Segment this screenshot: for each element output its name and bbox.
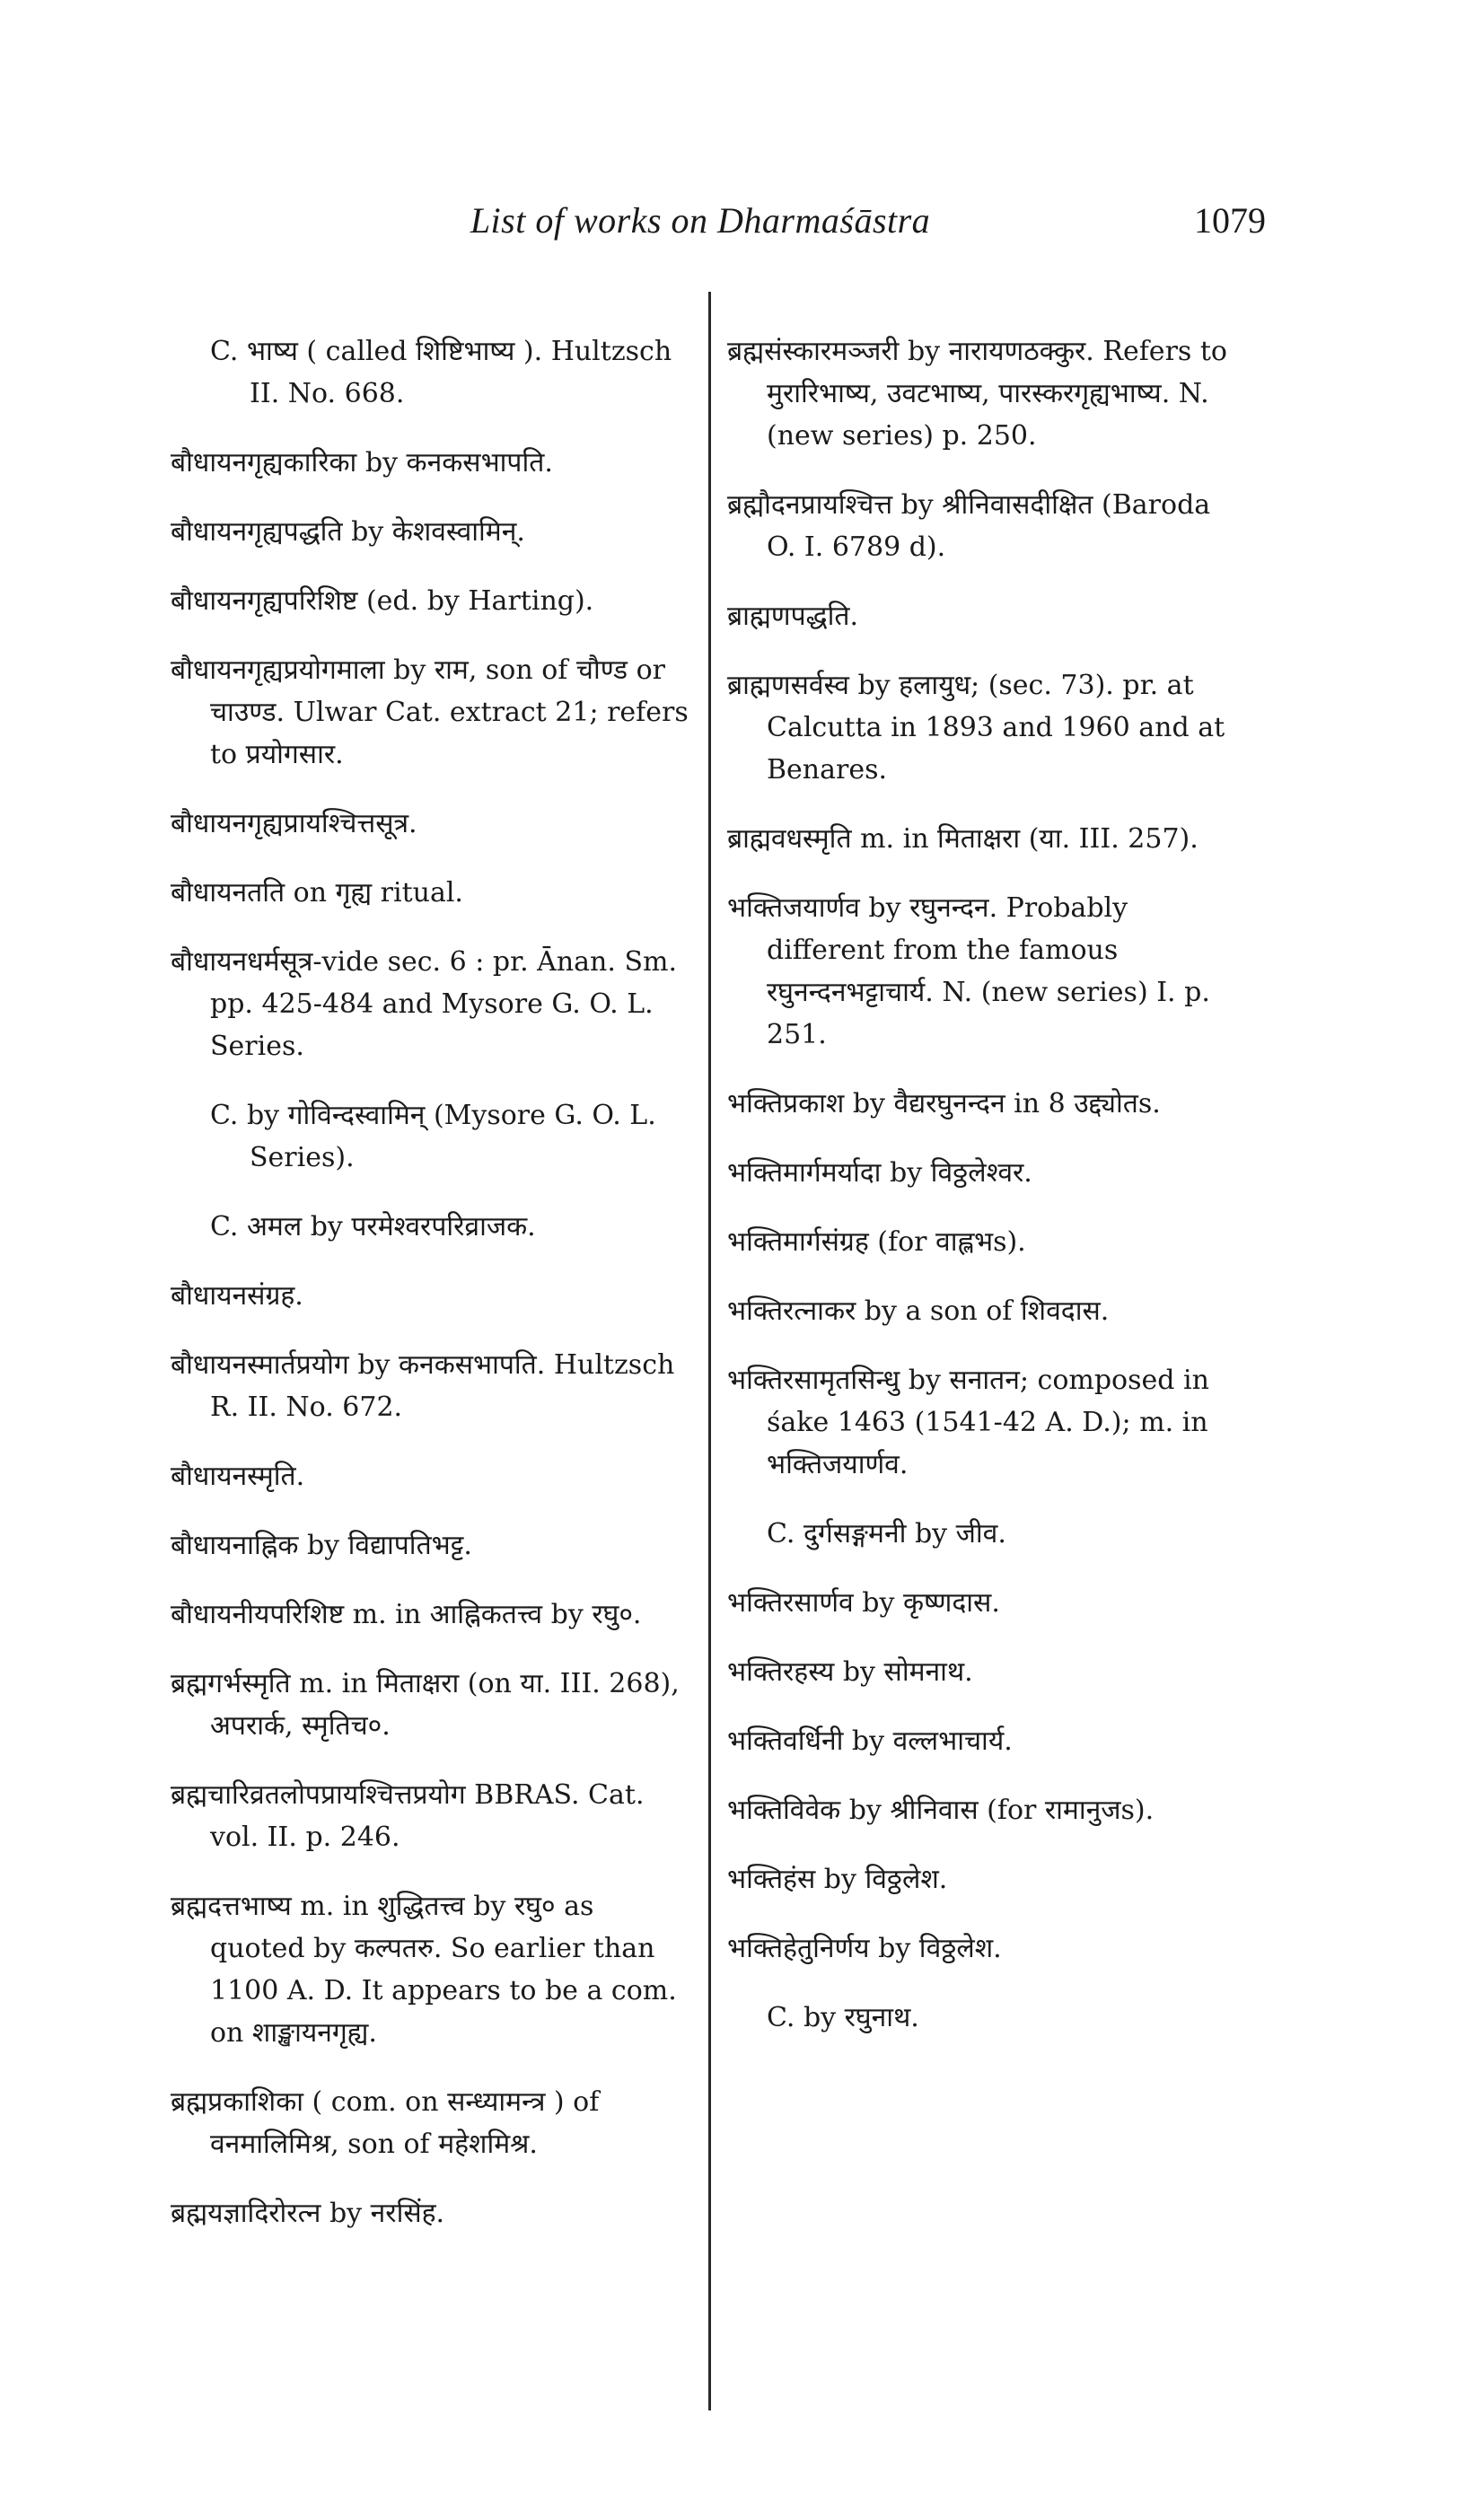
- entry: ब्रह्मगर्भस्मृति m. in मिताक्षरा (on या. III. 268), अपरार्क, स्मृतिच०.: [171, 1668, 680, 1742]
- entry: C. अमल by परमेश्वरपरिव्राजक.: [210, 1211, 536, 1242]
- entry: भक्तिमार्गमर्यादा by विठ्ठलेश्वर.: [727, 1157, 1032, 1189]
- right-column: [727, 303, 1248, 2046]
- entry: C. by रघुनाथ.: [767, 2002, 919, 2033]
- entry: C. भाष्य ( called शिष्टिभाष्य ). Hultzsch II. No. 668.: [210, 336, 672, 409]
- entry: बौधायनगृह्यप्रायश्चित्तसूत्र.: [171, 808, 417, 839]
- entry: भक्तिप्रकाश by वैद्यरघुनन्दन in 8 उद्द्योतs.: [727, 1088, 1161, 1119]
- entry: ब्रह्मसंस्कारमञ्जरी by नारायणठक्कुर. Refers to मुरारिभाष्य, उवटभाष्य, पारस्करगृह्यभाष्य. N. (new series) p. 250.: [727, 336, 1227, 452]
- entry: भक्तिमार्गसंग्रह (for वाह्लभs).: [727, 1226, 1026, 1258]
- entry: बौधायनस्मृति.: [171, 1461, 305, 1492]
- entry: भक्तिरसार्णव by कृष्णदास.: [727, 1587, 1000, 1619]
- entry: भक्तिरत्नाकर by a son of शिवदास.: [727, 1295, 1110, 1327]
- entry: भक्तिरसामृतसिन्धु by सनातन; composed in śake 1463 (1541-42 A. D.); m. in भक्तिजयार्णव.: [727, 1365, 1209, 1480]
- entry: बौधायनीयपरिशिष्ट m. in आह्निकतत्त्व by रघु०.: [171, 1599, 642, 1630]
- entry: ब्रह्मप्रकाशिका ( com. on सन्ध्यामन्त्र ) of वनमालिमिश्र, son of महेशमिश्र.: [171, 2086, 600, 2160]
- entry: भक्तिहंस by विठ्ठलेश.: [727, 1864, 948, 1895]
- left-column: [171, 303, 691, 2242]
- entry: भक्तिजयार्णव by रघुनन्दन. Probably different from the famous रघुनन्दनभट्टाचार्य. N. (new series) I. p. 251.: [727, 892, 1210, 1050]
- entry: ब्रह्मौदनप्रायश्चित्त by श्रीनिवासदीक्षित (Baroda O. I. 6789 d).: [727, 489, 1211, 563]
- entry: ब्राह्मणपद्धति.: [727, 601, 859, 632]
- entry: C. दुर्गसङ्गमनी by जीव.: [767, 1518, 1006, 1549]
- entry: ब्राह्मणसर्वस्व by हलायुध; (sec. 73). pr. at Calcutta in 1893 and 1960 and at Benares.: [727, 670, 1225, 786]
- entry: बौधायनसंग्रह.: [171, 1280, 303, 1312]
- entry: बौधायनस्मार्तप्रयोग by कनकसभापति. Hultzsch R. II. No. 672.: [171, 1349, 675, 1423]
- entry: बौधायनतति on गृह्य ritual.: [171, 877, 463, 909]
- entry: ब्रह्मचारिव्रतलोपप्रायश्चित्तप्रयोग BBRAS. Cat. vol. II. p. 246.: [171, 1779, 645, 1853]
- entry: ब्रह्मयज्ञादिरोरत्न by नरसिंह.: [171, 2198, 445, 2229]
- entry: भक्तिवर्धिनी by वल्लभाचार्य.: [727, 1725, 1013, 1757]
- entry: भक्तिविवेक by श्रीनिवास (for रामानुजs).: [727, 1795, 1155, 1826]
- entry: C. by गोविन्दस्वामिन् (Mysore G. O. L. Series).: [210, 1100, 656, 1173]
- page-number: 1079: [1194, 200, 1266, 241]
- entry: बौधायनधर्मसूत्र-vide sec. 6 : pr. Ānan. Sm. pp. 425-484 and Mysore G. O. L. Series.: [171, 946, 677, 1062]
- entry: भक्तिहेतुनिर्णय by विठ्ठलेश.: [727, 1933, 1002, 1964]
- entry: बौधायनगृह्यपरिशिष्ट (ed. by Harting).: [171, 585, 594, 617]
- entry: बौधायनगृह्यकारिका by कनकसभापति.: [171, 447, 553, 478]
- entry: ब्रह्मदत्तभाष्य m. in शुद्धितत्त्व by रघु० as quoted by कल्पतरु. So earlier than 1100 A. D. It appears to be a com. on शाङ्खायनगृह्य.: [171, 1891, 677, 2049]
- running-header-title: List of works on Dharmaśāstra: [470, 200, 931, 241]
- entry: बौधायनाह्निक by विद्यापतिभट्ट.: [171, 1530, 472, 1561]
- column-divider: [708, 292, 711, 2410]
- entry: बौधायनगृह्यप्रयोगमाला by राम, son of चौण्ड or चाउण्ड. Ulwar Cat. extract 21; refers to प्रयोगसार.: [171, 654, 689, 770]
- entry: बौधायनगृह्यपद्धति by केशवस्वामिन्.: [171, 516, 525, 548]
- entry: भक्तिरहस्य by सोमनाथ.: [727, 1656, 973, 1688]
- entry: ब्राह्मवधस्मृति m. in मिताक्षरा (या. III. 257).: [727, 823, 1199, 855]
